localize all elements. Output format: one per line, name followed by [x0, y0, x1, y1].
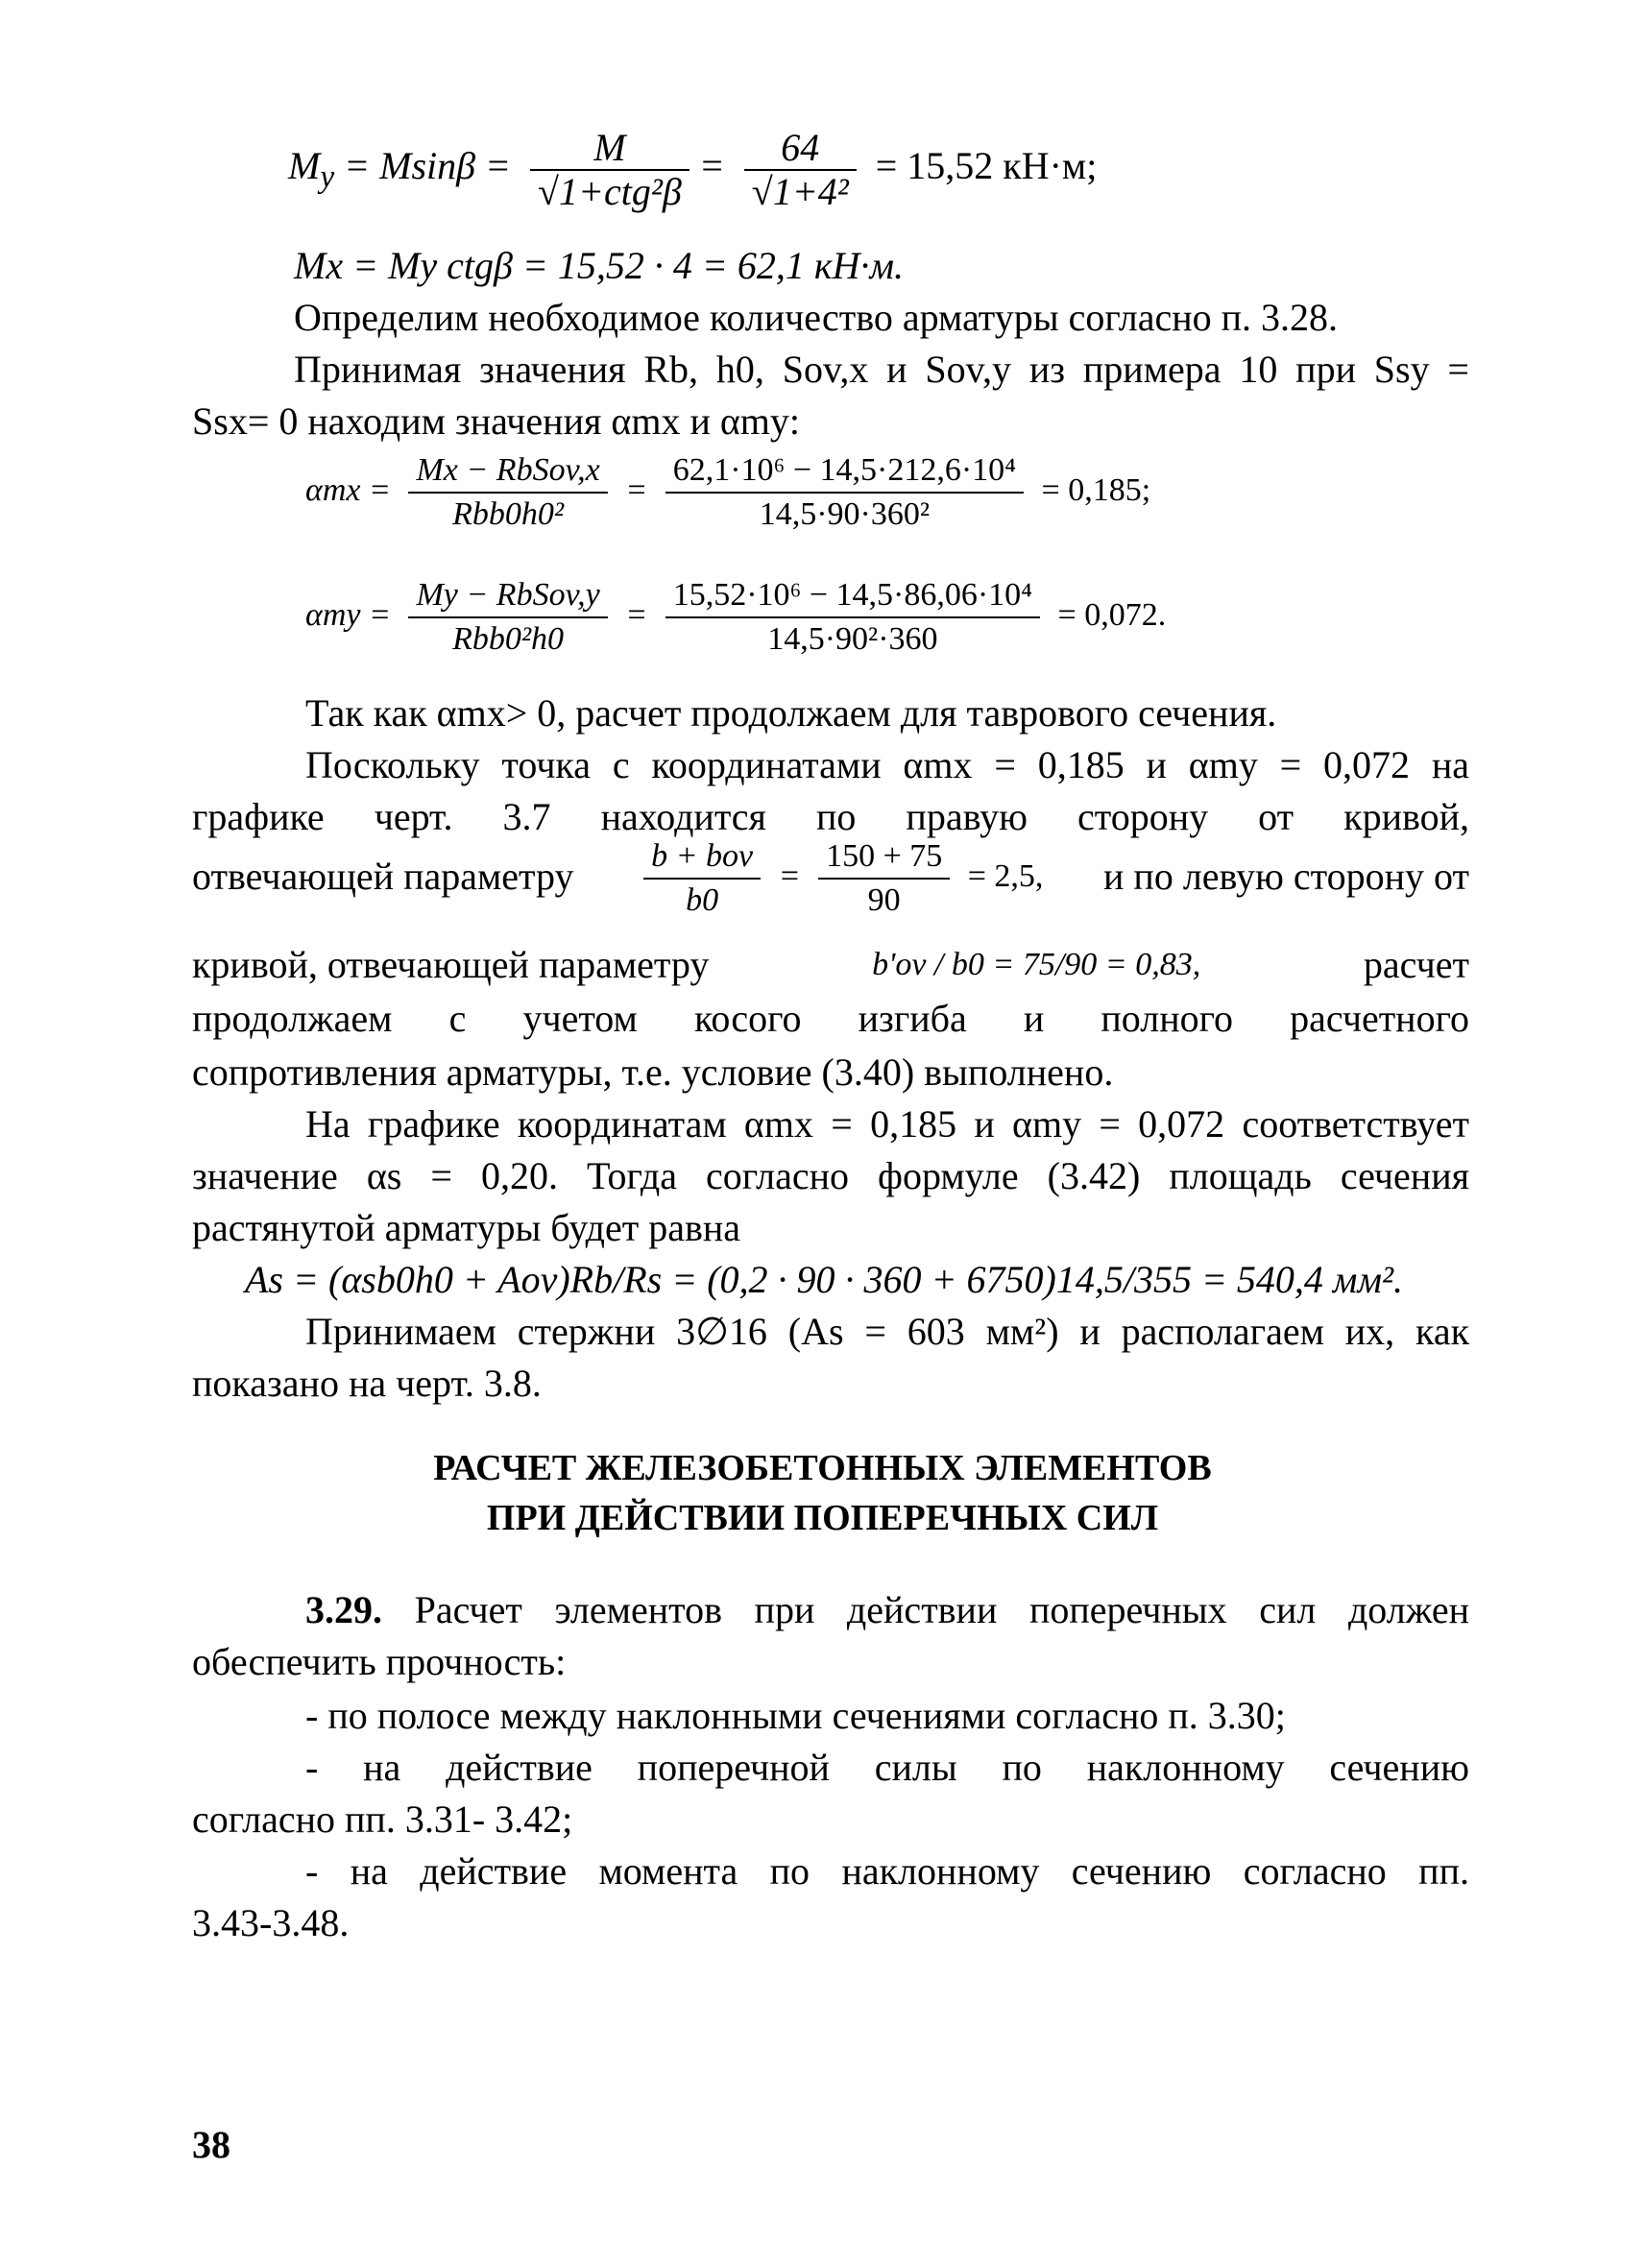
formula-as: As = (αsb0h0 + Aov)Rb/Rs = (0,2 · 90 · 360 + 6750)14,5/355 = 540,4 мм². [245, 1258, 1403, 1301]
section-paragraph-1a [305, 1586, 1469, 1634]
formula-my-f1-num: M [530, 129, 689, 171]
formula-param-1-f1-den: b0 [686, 882, 719, 919]
formula-amx [305, 447, 1150, 534]
text-line-2: Принимая значения Rb, h0, Sov,x и Sov,y из примера 10 при Ssy = [294, 348, 1469, 391]
formula-amy-fraction-2 [665, 576, 1040, 659]
formula-amy-lhs: αmy = [305, 597, 399, 633]
formula-param-1 [634, 833, 1043, 920]
formula-amy-f1-num: My − RbSov,y [408, 576, 607, 618]
formula-my-f2-den: √1+4² [751, 169, 849, 213]
text-line-8 [192, 941, 1469, 989]
formula-amy-f1-den: Rbb0²h0 [452, 621, 565, 658]
list-item-2b: согласно пп. 3.31- 3.42; [192, 1798, 573, 1841]
formula-amy-eq: = [617, 597, 656, 633]
text-line-10: сопротивления арматуры, т.е. условие (3.40) выполнено. [192, 1050, 1114, 1094]
text-line-12: значение αs = 0,20. Тогда согласно формуле (3.42) площадь сечения [192, 1154, 1469, 1197]
text-line-7a: отвечающей параметру [192, 855, 574, 899]
formula-amx-f2-num: 62,1·10⁶ − 14,5·212,6·10⁴ [665, 451, 1024, 494]
text-line-8b: расчет [1363, 943, 1469, 986]
formula-mx: Mx = My ctgβ = 15,52 · 4 = 62,1 кН·м. [294, 244, 905, 287]
formula-amy-f2-num: 15,52·10⁶ − 14,5·86,06·10⁴ [665, 576, 1040, 618]
formula-param-2: b'ov / b0 = 75/90 = 0,83, [872, 947, 1201, 982]
formula-amx-f2-den: 14,5·90·360² [759, 496, 931, 533]
formula-amx-result: = 0,185; [1041, 472, 1151, 508]
formula-my: $M_y = Msin\beta$ = $\frac{M}{\text{√1+ctg²β}}$ = $\frac{64}{\text{√1+4²}}$ = 15,52 кН·м; [288, 125, 1098, 213]
section-heading-line-2: ПРИ ДЕЙСТВИИ ПОПЕРЕЧНЫХ СИЛ [486, 1498, 1159, 1538]
text-line-15: показано на черт. 3.8. [192, 1362, 542, 1405]
formula-param-1-f1-num: b + bov [643, 837, 761, 880]
text-line-9: продолжаем с учетом косого изгиба и полного расчетного [192, 997, 1469, 1040]
formula-param-1-eq: = [770, 858, 810, 894]
formula-amx-f1-num: Mx − RbSov,x [408, 451, 607, 494]
formula-amx-fraction-2 [665, 451, 1024, 534]
formula-my-lhs-sub: y [320, 159, 335, 195]
text-line-14: Принимаем стержни 3∅16 (As = 603 мм²) и располагаем их, как [305, 1310, 1469, 1353]
formula-amx-fraction-1 [408, 451, 607, 534]
formula-amx-f1-den: Rbb0h0² [452, 496, 565, 533]
text-line-8a: кривой, отвечающей параметру [192, 943, 710, 986]
formula-my-fraction-1 [530, 125, 689, 213]
text-line-13: растянутой арматуры будет равна [192, 1206, 741, 1249]
formula-amy-f2-den: 14,5·90²·360 [767, 621, 938, 658]
text-line-11: На графике координатам αmx = 0,185 и αmy = 0,072 соответствует [305, 1102, 1469, 1146]
text-line-3: Ssx= 0 находим значения αmx и αmy: [192, 399, 801, 443]
list-item-2a: - на действие поперечной силы по наклонному сечению [305, 1746, 1469, 1789]
formula-my-f2-num: 64 [744, 129, 857, 171]
formula-amy-fraction-1 [408, 576, 607, 659]
text-line-7b: и по левую сторону от [1103, 855, 1469, 899]
formula-param-1-fraction-1 [643, 837, 761, 920]
formula-amx-lhs: αmx = [305, 472, 399, 508]
page-number: 38 [192, 2123, 230, 2166]
list-item-1: - по полосе между наклонными сечениями согласно п. 3.30; [305, 1694, 1286, 1737]
section-number: 3.29. [305, 1588, 382, 1631]
formula-param-1-fraction-2 [818, 837, 950, 920]
formula-param-1-f2-num: 150 + 75 [818, 837, 950, 880]
text-line-1: Определим необходимое количество арматуры согласно п. 3.28. [294, 296, 1339, 339]
section-paragraph-1b: обеспечить прочность: [192, 1640, 567, 1683]
formula-param-1-f2-den: 90 [867, 882, 901, 919]
formula-param-1-result: = 2,5, [959, 858, 1044, 894]
section-heading-line-1: РАСЧЕТ ЖЕЛЕЗОБЕТОННЫХ ЭЛЕМЕНТОВ [433, 1448, 1212, 1488]
text-line-7 [192, 833, 1469, 920]
formula-amy [305, 572, 1166, 659]
formula-my-fraction-2 [744, 125, 857, 213]
formula-my-eq1: = Msinβ = [334, 144, 521, 187]
text-line-5: Поскольку точка с координатами αmx = 0,185 и αmy = 0,072 на [305, 743, 1469, 786]
text-line-6: графике черт. 3.7 находится по правую сторону от кривой, [192, 795, 1469, 838]
list-item-3a: - на действие момента по наклонному сечению согласно пп. [305, 1849, 1469, 1893]
formula-my-result: = 15,52 кН·м; [875, 144, 1098, 187]
section-paragraph-1a-text: Расчет элементов при действии поперечных сил должен [414, 1588, 1470, 1631]
text-line-4: Так как αmx> 0, расчет продолжаем для таврового сечения. [305, 691, 1277, 735]
formula-amx-eq: = [617, 472, 656, 508]
formula-my-lhs: M [288, 144, 321, 187]
list-item-3b: 3.43-3.48. [192, 1901, 350, 1944]
formula-my-f1-den: √1+ctg²β [538, 169, 682, 213]
formula-amy-result: = 0,072. [1057, 597, 1167, 633]
